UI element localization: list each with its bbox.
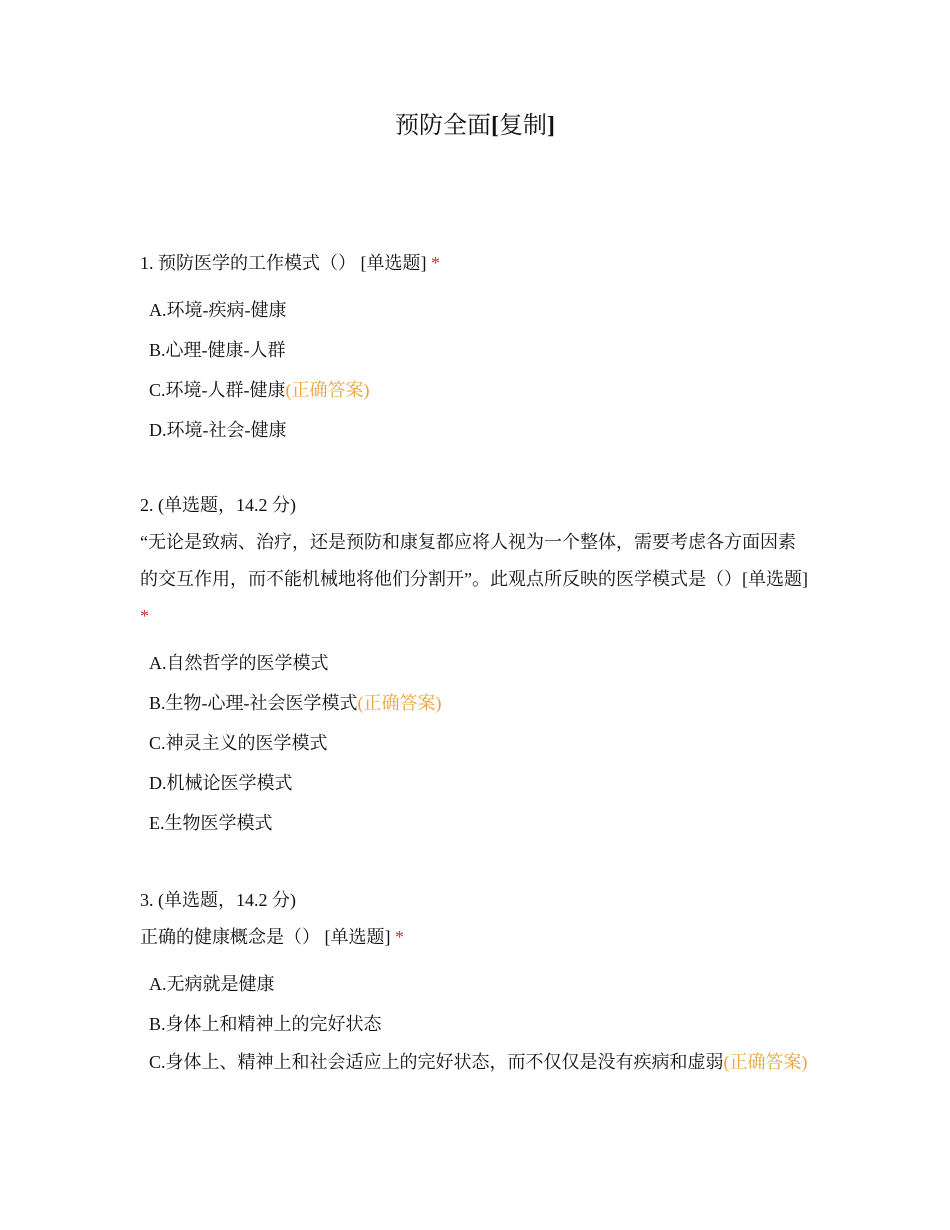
question-2-options — [140, 643, 810, 843]
question-3-options — [140, 964, 810, 1074]
correct-answer-tag: (正确答案) — [285, 380, 370, 400]
question-text: “无论是致病、治疗，还是预防和康复都应将人视为一个整体，需要考虑各方面因素的交互作用，而不能机械地将他们分割开”。此观点所反映的医学模式是（）[单选题] — [140, 532, 808, 589]
correct-answer-tag: (正确答案) — [723, 1052, 808, 1072]
option-c[interactable] — [140, 370, 810, 410]
option-e[interactable] — [140, 803, 810, 843]
question-number: 3. — [140, 890, 154, 910]
document-title — [0, 110, 950, 142]
option-label: C.身体上、精神上和社会适应上的完好状态，而不仅仅是没有疾病和虚弱 — [149, 1052, 724, 1072]
option-label: B.心理-健康-人群 — [149, 340, 286, 360]
option-a[interactable] — [140, 964, 810, 1004]
question-1-heading — [140, 245, 810, 282]
option-d[interactable] — [140, 763, 810, 803]
option-c[interactable] — [140, 723, 810, 763]
option-b[interactable] — [140, 683, 810, 723]
required-mark: * — [395, 927, 404, 947]
question-number: 2. — [140, 495, 154, 515]
question-2-heading — [140, 487, 810, 524]
question-3-heading — [140, 882, 810, 919]
option-label: B.生物-心理-社会医学模式 — [149, 693, 358, 713]
question-2-text — [140, 524, 810, 635]
option-b[interactable] — [140, 1004, 810, 1044]
option-label: A.自然哲学的医学模式 — [149, 653, 329, 673]
option-a[interactable] — [140, 643, 810, 683]
question-2 — [140, 487, 810, 843]
option-a[interactable] — [140, 290, 810, 330]
option-c[interactable] — [140, 1044, 810, 1074]
required-mark: * — [431, 253, 440, 273]
option-label: D.环境-社会-健康 — [149, 420, 287, 440]
option-label: B.身体上和精神上的完好状态 — [149, 1014, 382, 1034]
option-label: C.神灵主义的医学模式 — [149, 733, 328, 753]
option-label: C.环境-人群-健康 — [149, 380, 286, 400]
title-bracket-open: [ — [491, 113, 499, 139]
question-3 — [140, 882, 810, 1074]
question-meta: (单选题，14.2 分) — [158, 495, 296, 515]
option-label: A.环境-疾病-健康 — [149, 300, 287, 320]
question-meta: (单选题，14.2 分) — [158, 890, 296, 910]
title-suffix: 复制 — [499, 113, 547, 139]
question-number: 1. — [140, 253, 154, 273]
question-3-text — [140, 919, 810, 956]
option-d[interactable] — [140, 410, 810, 450]
title-main: 预防全面 — [395, 113, 491, 139]
option-label: E.生物医学模式 — [149, 813, 273, 833]
option-label: D.机械论医学模式 — [149, 773, 293, 793]
question-1 — [140, 245, 810, 450]
option-label: A.无病就是健康 — [149, 974, 275, 994]
correct-answer-tag: (正确答案) — [357, 693, 442, 713]
title-bracket-close: ] — [547, 113, 555, 139]
required-mark: * — [140, 606, 149, 626]
question-1-options — [140, 290, 810, 450]
option-b[interactable] — [140, 330, 810, 370]
question-text: 预防医学的工作模式（） [单选题] — [158, 253, 427, 273]
question-text: 正确的健康概念是（） [单选题] — [140, 927, 391, 947]
